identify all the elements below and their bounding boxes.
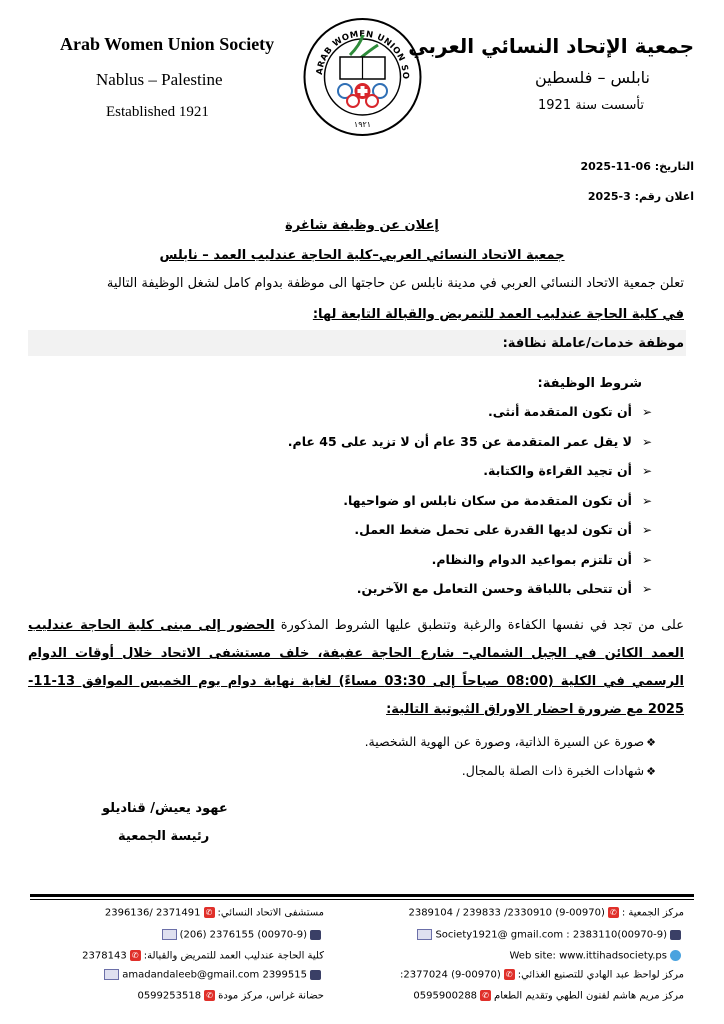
list-item: ➢أن تتحلى باللباقة وحسن التعامل مع الآخرين. (356, 581, 652, 596)
paragraph-intro: على من تجد في نفسها الكفاءة والرغبة وتنطبق عليها الشروط المذكورة (274, 618, 684, 633)
society-logo (300, 15, 425, 140)
list-item: ➢لا يقل عمر المتقدمة عن 35 عام أن لا تزيد على 45 عام. (287, 433, 652, 449)
checkmark-arrow-icon: ➢ (641, 523, 652, 537)
footer-left-line-4: amadandaleeb@gmail.com 2399515 (101, 969, 324, 981)
phone-icon: ✆ (480, 990, 491, 1001)
footer-left-line-1: مستشفى الاتحاد النسائي:✆2371491 /2396136 (104, 907, 324, 919)
org-name-arabic: جمعية الإتحاد النسائي العربي (408, 34, 694, 58)
footer-right-line-3: Web site: www.ittihadsociety.ps (509, 950, 684, 962)
announcement-subtitle: جمعية الاتحاد النسائي العربي–كلية الحاجة عندليب العمد – نابلس (159, 248, 565, 263)
org-established-arabic: تأسست سنة 1921 (538, 98, 644, 113)
footer-right-line-4: مركز لواحظ عبد الهادي للتصنيع الغذائي:✆(00970-9) 2377024: (400, 969, 684, 981)
phone-icon: ✆ (504, 969, 515, 980)
footer-left-line-2: (00970-9) 2376155 (206) (159, 929, 324, 941)
list-item: ❖شهادات الخبرة ذات الصلة بالمجال. (461, 763, 656, 778)
fax-icon (670, 930, 681, 940)
list-item: ➢أن تكون المتقدمة أنثى. (487, 404, 652, 419)
checkmark-arrow-icon: ➢ (641, 434, 652, 449)
diamond-bullet-icon: ❖ (646, 765, 656, 778)
footer-right-line-2: (00970-9)2383110 : Society1921@ gmail.com (414, 929, 684, 941)
mail-icon (162, 929, 177, 940)
logo-year: ١٩٢١ (353, 120, 372, 129)
footer-right-line-5: مركز مريم هاشم لفنون الطهي وتقديم الطعام✆0595900288 (413, 990, 684, 1002)
checkmark-arrow-icon: ➢ (641, 552, 652, 567)
org-established-english: Established 1921 (106, 104, 209, 120)
paragraph-instructions: الحضور إلى مبنى كلية الحاجة عندليب العمد الكائن في الجبل الشمالي– شارع الحاجة عفيفة، خلف مستشفى الاتحاد خلال أوقات الدوام الرسمي في الكلية (08:00 صباحاً إلى 03:30 مساءً) لغاية نهاية دوام يوم الخميس الموافق 13-11-2025 مع ضرورة احضار الاوراق الثبوتية التالية: (28, 618, 684, 717)
documents-list (365, 734, 656, 792)
application-paragraph (28, 612, 684, 724)
conditions-heading: شروط الوظيفة: (537, 376, 642, 391)
phone-icon: ✆ (130, 950, 141, 961)
mail-icon (104, 969, 119, 980)
list-item: ➢أن تجيد القراءة والكتابة. (483, 463, 652, 478)
footer-left-line-3: كلية الحاجة عندليب العمد للتمريض والقبالة:✆2378143 (82, 950, 324, 962)
job-title: موظفة خدمات/عاملة نظافة: (502, 336, 684, 351)
footer-left-line-5: حضانة غراس، مركز مودة✆0599253518 (137, 990, 324, 1002)
logo-arc-text: ARAB WOMEN UNION SO (314, 29, 411, 80)
signatory-role: رئيسة الجمعية (118, 829, 210, 844)
intro-text: تعلن جمعية الاتحاد النسائي العربي في مدينة نابلس عن حاجتها الى موظفة بدوام كامل لشغل الوظيفة التالية (106, 276, 684, 291)
phone-icon: ✆ (608, 907, 619, 918)
fax-icon (310, 970, 321, 980)
checkmark-arrow-icon: ➢ (641, 464, 652, 478)
footer-right-line-1: مركز الجمعية :✆(00970-9) 2330910/ 239833 / 2389104 (408, 907, 684, 919)
announcement-number: اعلان رقم: 3-2025 (587, 190, 694, 203)
footer-divider (30, 894, 694, 897)
fax-icon (310, 930, 321, 940)
checkmark-arrow-icon: ➢ (641, 493, 652, 508)
announcement-title: إعلان عن وظيفة شاغرة (285, 218, 439, 233)
org-city-english: Nablus – Palestine (96, 70, 223, 89)
list-item: ➢أن تكون المتقدمة من سكان نابلس او ضواحيها. (343, 492, 652, 508)
checkmark-arrow-icon: ➢ (641, 582, 652, 596)
college-line: في كلية الحاجة عندليب العمد للتمريض والقبالة التابعة لها: (312, 307, 684, 322)
diamond-bullet-icon: ❖ (646, 736, 656, 749)
checkmark-arrow-icon: ➢ (641, 405, 652, 419)
org-city-arabic: نابلس – فلسطين (535, 68, 650, 87)
globe-icon (670, 950, 681, 961)
phone-icon: ✆ (204, 990, 215, 1001)
announcement-date: التاريخ: 06-11-2025 (580, 160, 694, 173)
footer-divider-thin (30, 899, 694, 900)
list-item: ➢أن تلتزم بمواعيد الدوام والنظام. (431, 551, 652, 567)
phone-icon: ✆ (204, 907, 215, 918)
conditions-list (288, 404, 652, 611)
org-name-english: Arab Women Union Society (60, 34, 275, 54)
list-item: ➢أن تكون لديها القدرة على تحمل ضغط العمل. (354, 522, 652, 537)
signatory-name: عهود يعيش/ قناديلو (102, 801, 228, 816)
list-item: ❖صورة عن السيرة الذاتية، وصورة عن الهوية الشخصية. (364, 734, 656, 749)
mail-icon (417, 929, 432, 940)
